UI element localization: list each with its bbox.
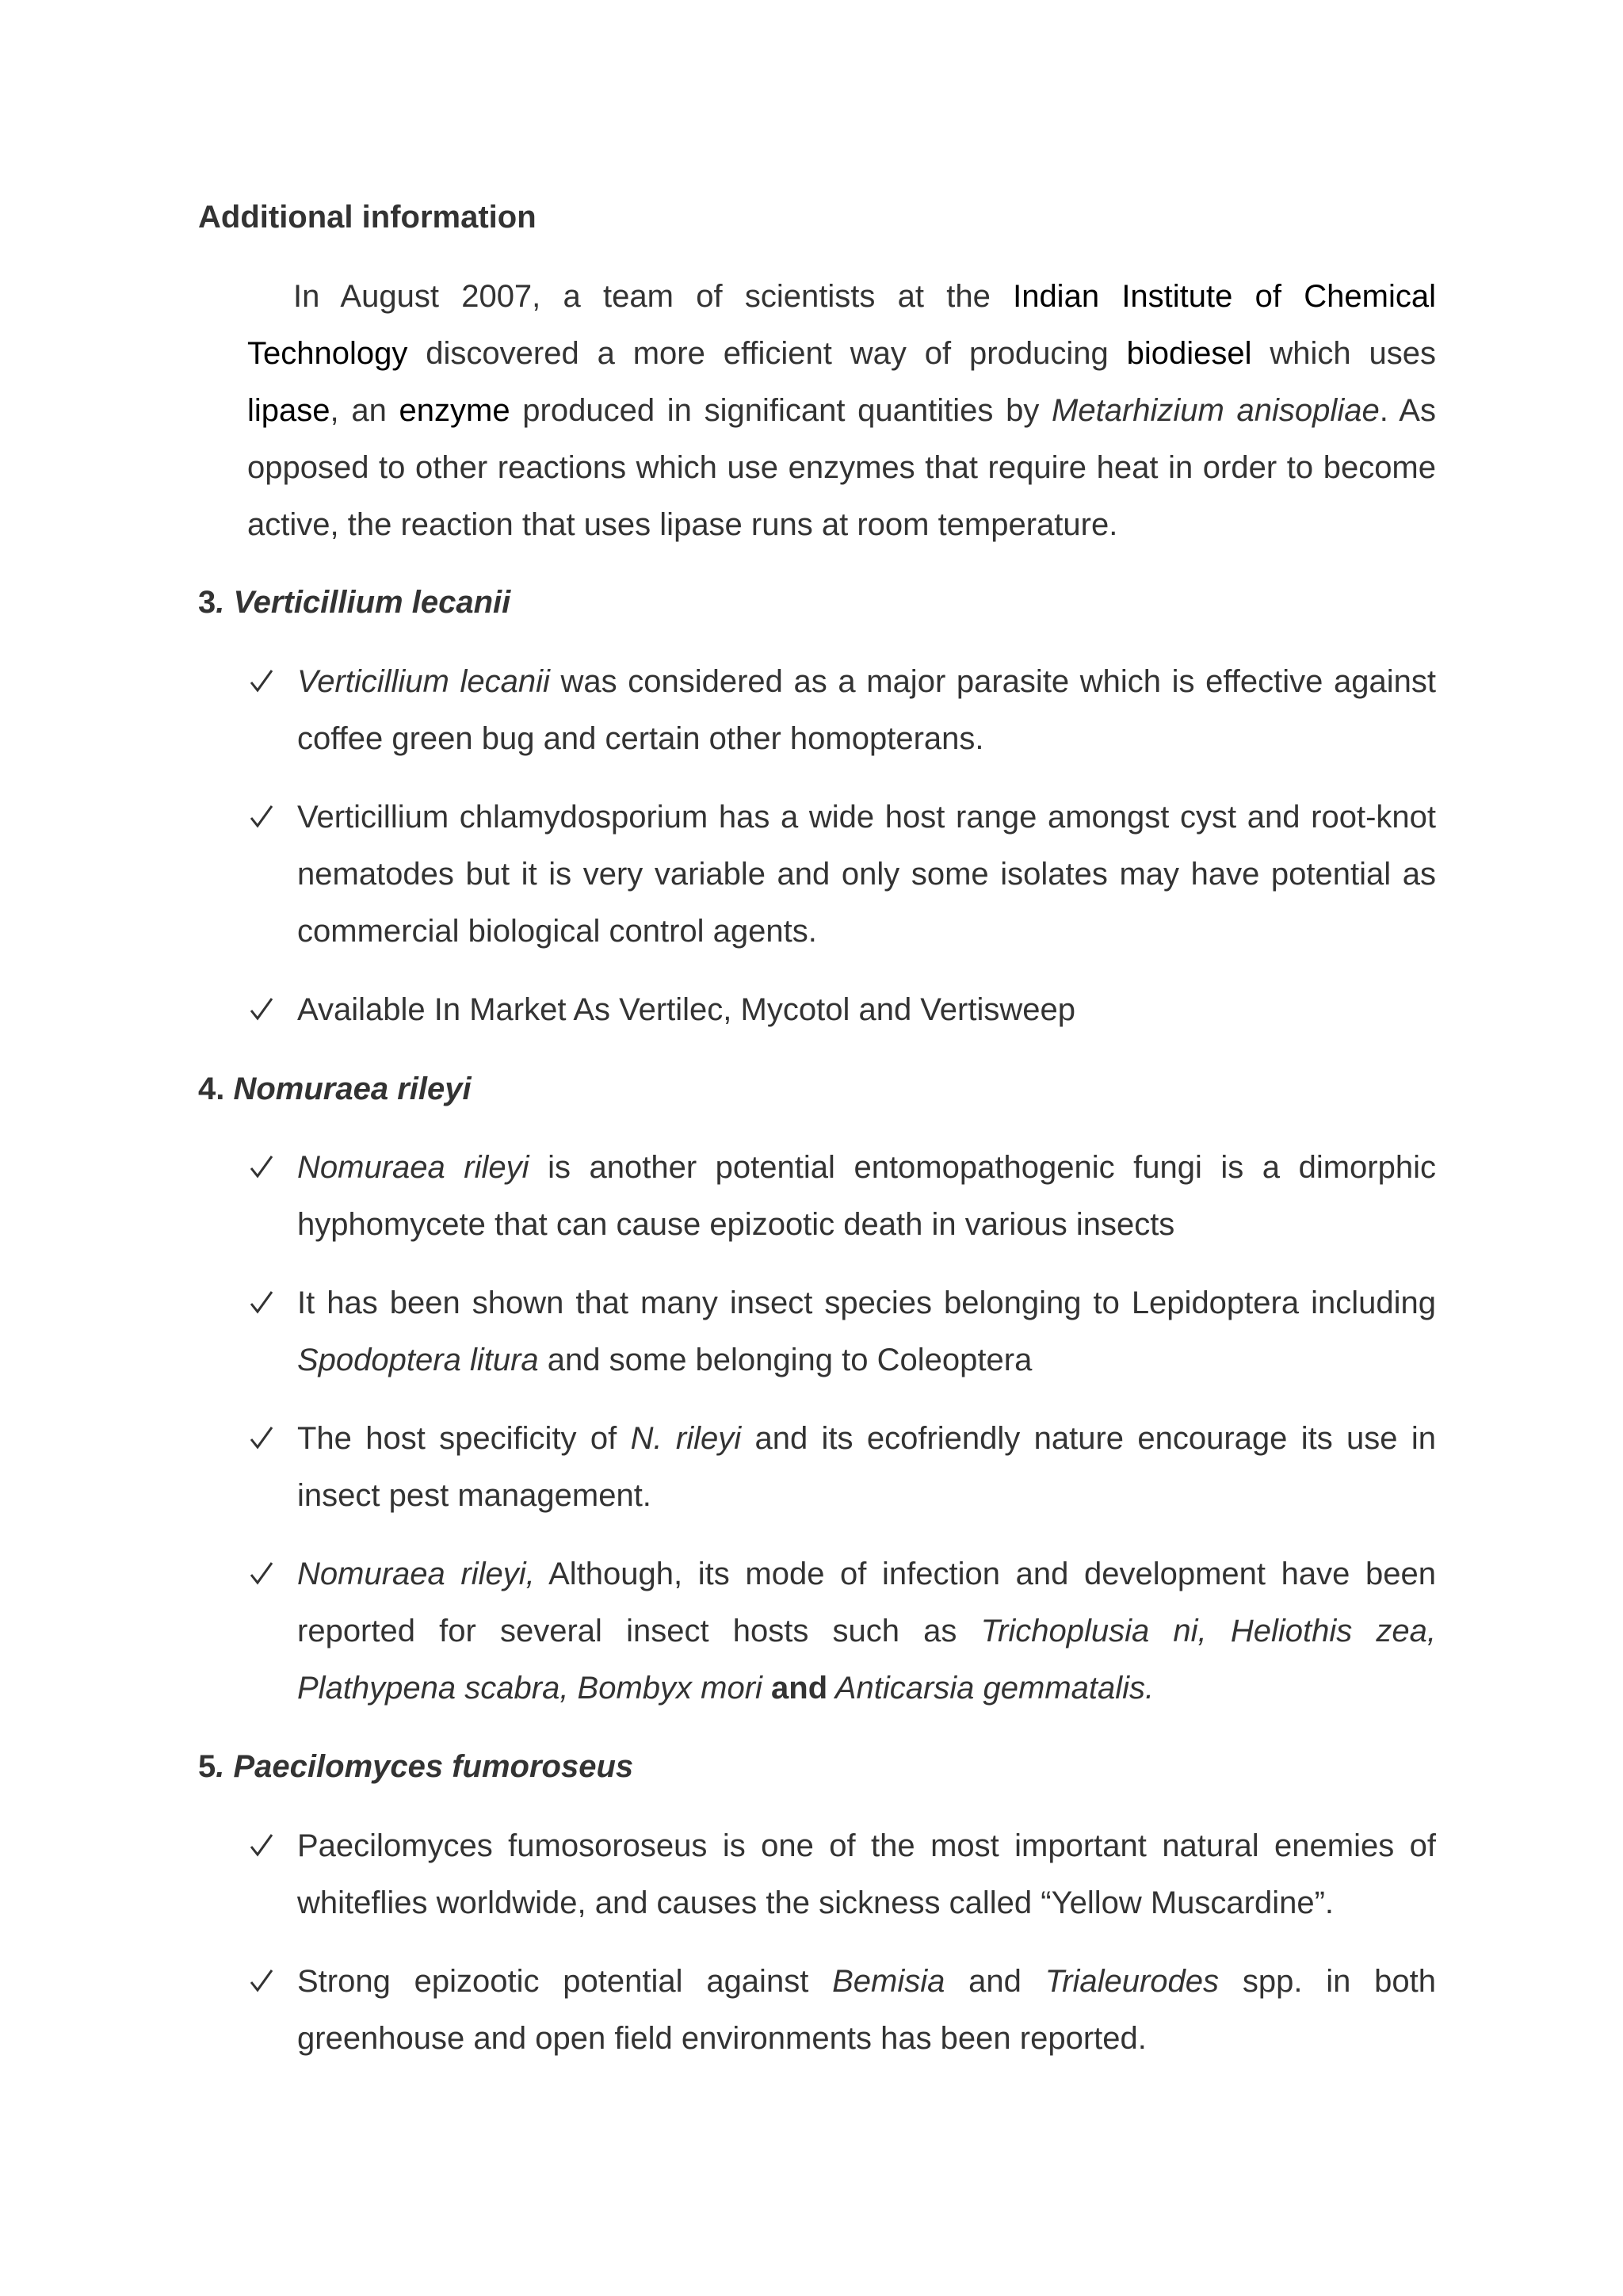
checkmark-icon <box>247 1817 279 1874</box>
list-item: Strong epizootic potential against Bemisia and Trialeurodes spp. in both greenhouse and open field environments has been reported. <box>247 1953 1436 2067</box>
list-item: Available In Market As Vertilec, Mycotol and Vertisweep <box>247 981 1436 1038</box>
checkmark-icon <box>247 653 279 710</box>
checkmark-icon <box>247 1274 279 1331</box>
link-lipase[interactable]: lipase <box>247 393 330 428</box>
checkmark-icon <box>247 1545 279 1603</box>
list-item: Verticillium lecanii was considered as a major parasite which is effective against coffee green bug and certain other homopterans. <box>247 653 1436 767</box>
section-3-heading: 3. Verticillium lecanii <box>198 585 511 620</box>
link-iict[interactable]: Indian Institute of Chemical Technology <box>247 279 1436 371</box>
checkmark-icon <box>247 1953 279 2010</box>
heading-additional-information: Additional information <box>198 200 537 235</box>
link-enzyme[interactable]: enzyme <box>399 393 510 428</box>
intro-paragraph: In August 2007, a team of scientists at the Indian Institute of Chemical Technology discovered a more efficient way of producing biodiesel which uses lipase, an enzyme produced in significant quantities by Metarhizium anisopliae. As opposed to other reactions which use enzymes that require heat in order to become active, the reaction that uses lipase runs at room temperature. <box>247 279 1436 542</box>
list-item: Nomuraea rileyi is another potential entomopathogenic fungi is a dimorphic hyphomycete that can cause epizootic death in various insects <box>247 1139 1436 1253</box>
checkmark-icon <box>247 1139 279 1196</box>
section-5-heading: 5. Paecilomyces fumoroseus <box>198 1749 634 1784</box>
list-item: It has been shown that many insect species belonging to Lepidoptera including Spodoptera litura and some belonging to Coleoptera <box>247 1274 1436 1389</box>
checkmark-icon <box>247 981 279 1038</box>
checkmark-icon <box>247 1410 279 1467</box>
list-item: Nomuraea rileyi, Although, its mode of infection and development have been reported for several insect hosts such as Trichoplusia ni, Heliothis zea, Plathypena scabra, Bombyx mori and Anticarsia gemmatalis. <box>247 1545 1436 1717</box>
list-item: The host specificity of N. rileyi and its ecofriendly nature encourage its use in insect pest management. <box>247 1410 1436 1524</box>
checkmark-icon <box>247 789 279 846</box>
link-biodiesel[interactable]: biodiesel <box>1126 336 1252 371</box>
section-4-heading: 4. Nomuraea rileyi <box>198 1072 472 1106</box>
list-item: Paecilomyces fumosoroseus is one of the most important natural enemies of whiteflies worldwide, and causes the sickness called “Yellow Muscardine”. <box>247 1817 1436 1931</box>
list-item: Verticillium chlamydosporium has a wide host range amongst cyst and root-knot nematodes but it is very variable and only some isolates may have potential as commercial biological control agents. <box>247 789 1436 960</box>
